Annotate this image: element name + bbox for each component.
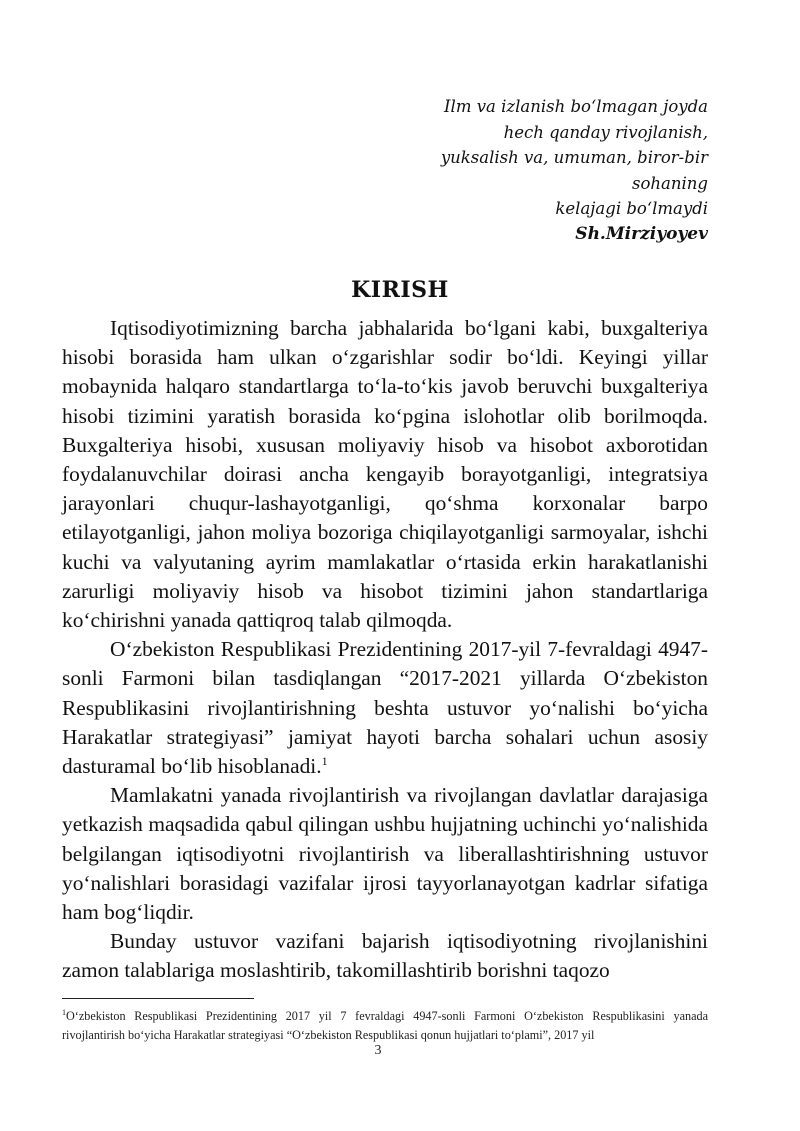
epigraph <box>348 94 708 247</box>
paragraph: Mamlakatni yanada rivojlantirish va rivojlangan davlatlar darajasiga yetkazish maqsadida qabul qilingan ushbu hujjatning uchinchi yo‘nalishida belgilangan iqtisodiyotni rivojlantirish va liberallashtirishning ustuvor yo‘nalishlari borasidagi vazifalar ijrosi tayyorlanayotgan kadrlar sifatiga ham bog‘liqdir. <box>62 783 708 925</box>
footnote-divider <box>62 998 254 999</box>
section-title: KIRISH <box>351 277 449 303</box>
epigraph-author: Sh.Mirziyoyev <box>575 223 708 244</box>
footnote-reference[interactable]: 1 <box>321 753 328 768</box>
footnote-marker: 1 <box>62 1008 66 1017</box>
epigraph-line: Ilm va izlanish bo‘lmagan joyda <box>444 97 708 116</box>
epigraph-line: kelajagi bo‘lmaydi <box>555 199 708 218</box>
footnote <box>62 1003 708 1045</box>
paragraph <box>62 635 708 781</box>
paragraph-text: O‘zbekiston Respublikasi Prezidentining 2017-yil 7-fevraldagi 4947-sonli Farmoni bilan tasdiqlangan “2017-2021 yillarda O‘zbekiston Respublikasini rivojlantirishning beshta ustuvor yo‘nalishi bo‘yicha Harakatlar strategiyasi” jamiyat hayoti barcha sohalari uchun asosiy dasturamal bo‘lib hisoblanadi. <box>62 637 708 779</box>
epigraph-line: sohaning <box>632 173 708 193</box>
page-number: 3 <box>374 1043 382 1058</box>
footnote-text: O‘zbekiston Respublikasi Prezidentining 2017 yil 7 fevraldagi 4947-sonli Farmoni O‘zbekiston Respublikasini yanada rivojlantirish bo‘yicha Harakatlar strategiyasi “O‘zbekiston Respublikasi qonun hujjatlari to‘plami”, 2017 yil <box>62 1009 708 1043</box>
body-text <box>62 314 708 986</box>
paragraph: Iqtisodiyotimizning barcha jabhalarida bo‘lgani kabi, buxgalteriya hisobi borasida ham ulkan o‘zgarishlar sodir bo‘ldi. Keyingi yillar mobaynida halqaro standartlarga to‘la-to‘kis javob beruvchi buxgalteriya hisobi tizimini yaratish borasida ko‘pgina islohotlar olib borilmoqda. Buxgalteriya hisobi, xususan moliyaviy hisob va hisobot axborotidan foydalanuvchilar doirasi ancha kengayib borayotganligi, integratsiya jarayonlari chuqur-lashayotganligi, qo‘shma korxonalar barpo etilayotganligi, jahon moliya bozoriga chiqilayotganligi sarmoyalar, ishchi kuchi va valyutaning ayrim mamlakatlar o‘rtasida erkin harakatlanishi zarurligi moliyaviy hisob va hisobot tizimini jahon standartlariga ko‘chirishni yanada qattiqroq talab qilmoqda. <box>62 316 708 633</box>
epigraph-line: hech qanday rivojlanish, <box>503 122 708 142</box>
epigraph-line: yuksalish va, umuman, biror-bir <box>440 148 708 167</box>
paragraph: Bunday ustuvor vazifani bajarish iqtisodiyotning rivojlanishini zamon talablariga moslashtirib, takomillashtirib borishni taqozo <box>62 929 708 983</box>
